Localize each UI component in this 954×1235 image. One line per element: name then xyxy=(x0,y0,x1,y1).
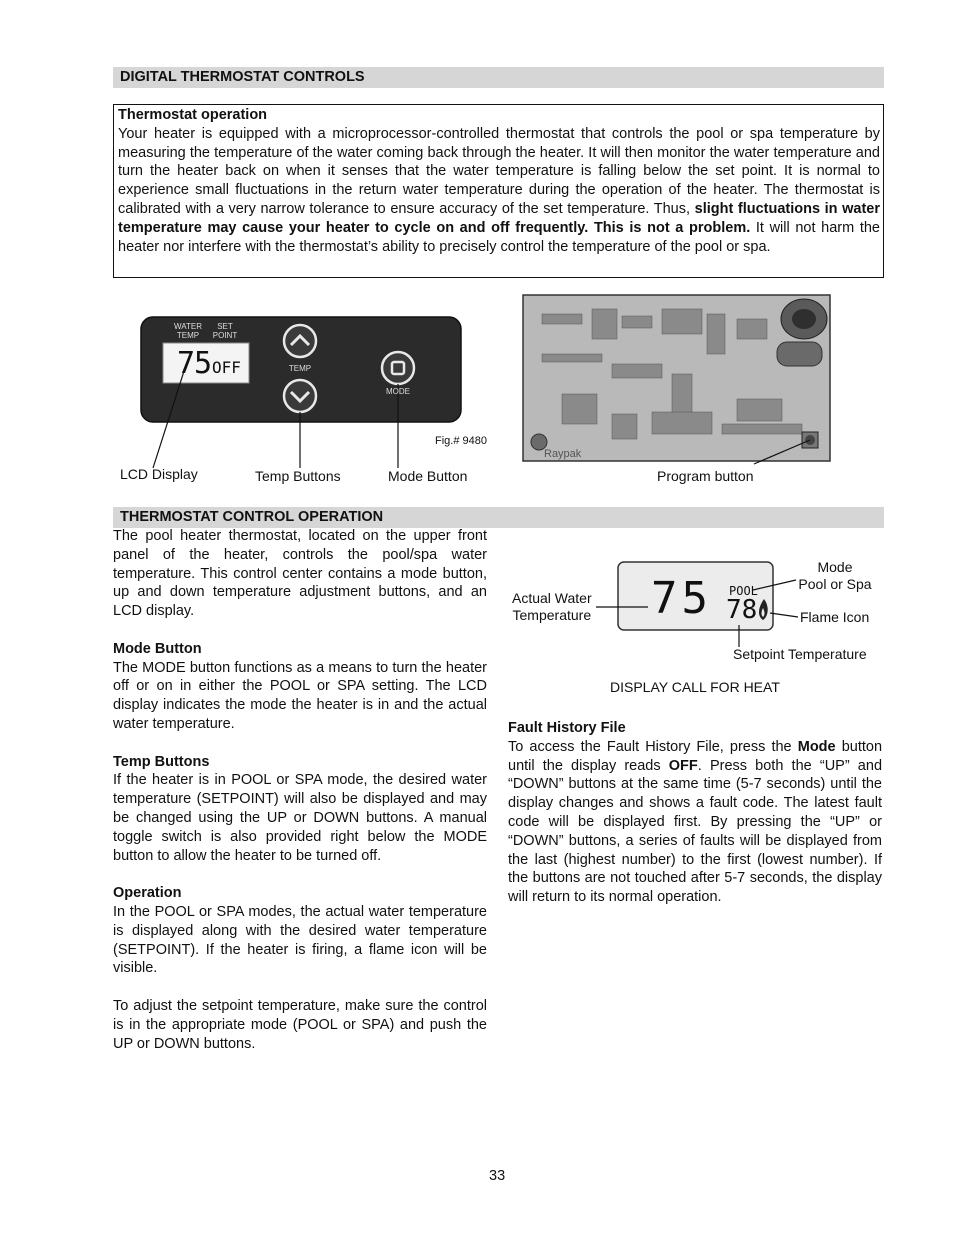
section-header-digital-thermostat xyxy=(113,67,884,88)
adjust-paragraph: To adjust the setpoint temperature, make sure the control is in the appropriate mode (POOL or SPA) and push the UP or DOWN buttons. xyxy=(113,997,487,1052)
label-setpoint-temperature: Setpoint Temperature xyxy=(733,646,867,662)
display-mode: POOL xyxy=(729,584,758,598)
paragraph-text-end: It will not harm the heater nor interfere with the thermostat’s ability to precisely control the temperature of the pool or spa. xyxy=(118,219,880,255)
callout-mode-button: Mode Button xyxy=(388,468,468,484)
temp-buttons-paragraph: If the heater is in POOL or SPA mode, the desired water temperature (SETPOINT) will also be displayed and may be changed using the UP or DOWN buttons. A manual toggle switch is also provided right below the MODE button to allow the heater to be turned off. xyxy=(113,772,487,864)
temp-buttons-heading: Temp Buttons xyxy=(113,753,210,770)
mode-button-heading: Mode Button xyxy=(113,640,202,657)
callout-lcd-display: LCD Display xyxy=(120,466,198,482)
paragraph-bold-text: slight fluctuations in water temperature may cause your heater to cycle on and off frequently. This is not a problem. xyxy=(118,200,880,236)
display-actual-temp: 75 xyxy=(651,573,712,624)
control-panel-figure xyxy=(113,300,493,495)
circuit-board-photo xyxy=(522,294,882,469)
fault-history-section xyxy=(508,719,882,926)
section-title: DIGITAL THERMOSTAT CONTROLS xyxy=(120,69,365,85)
fault-history-heading: Fault History File xyxy=(508,720,626,736)
display-figure xyxy=(508,555,882,700)
paragraph-text: Your heater is equipped with a microprocessor-controlled thermostat that controls the pool or spa temperature by measuring the temperature of the water coming back through the heater. It will then monitor the water temperature and turn the heater back on when it senses that the water temperature is falling below the set point. It is normal to experience small fluctuations in the return water temperature during the operation of the heater. The thermostat is calibrated with a very narrow tolerance to ensure accuracy of the set temperature. Thus, xyxy=(118,125,880,217)
fault-text-2: button until the display reads xyxy=(508,738,883,774)
mode-button-paragraph: The MODE button functions as a means to turn the heater off or on in either the POOL or SPA setting. The LCD display indicates the mode the heater is in and the actual water temperature. xyxy=(113,659,487,732)
fault-bold-off: OFF xyxy=(668,757,698,774)
left-column xyxy=(113,527,487,1072)
callout-temp-buttons: Temp Buttons xyxy=(255,468,341,484)
board-brand-text: Raypak xyxy=(544,448,582,460)
page-number: 33 xyxy=(489,1168,506,1184)
fault-bold-mode: Mode xyxy=(797,738,836,755)
figure-number: Fig.# 9480 xyxy=(435,435,487,447)
intro-paragraph: The pool heater thermostat, located on the upper front panel of the heater, controls the pool/spa water temperature. This control center contains a mode button, up and down temperature adjustment buttons, and an LCD display. xyxy=(113,528,487,620)
mode-label: MODE xyxy=(386,387,410,396)
lcd-digits: 75 xyxy=(177,346,212,381)
section-header-control-operation xyxy=(113,507,884,528)
circuit-board-figure xyxy=(522,294,882,494)
callout-program-button: Program button xyxy=(657,468,754,484)
label-actual-water-temperature: Actual Water Temperature xyxy=(512,590,592,623)
temp-label: TEMP xyxy=(288,364,312,373)
display-setpoint: 78 xyxy=(726,595,758,625)
operation-paragraph: In the POOL or SPA modes, the actual water temperature is displayed along with the desired water temperature (SETPOINT). If the heater is firing, a flame icon will be visible. xyxy=(113,903,487,977)
section-title: THERMOSTAT CONTROL OPERATION xyxy=(120,509,384,525)
label-mode-pool-or-spa: Mode Pool or Spa xyxy=(798,559,872,592)
thermostat-operation-text xyxy=(118,106,880,256)
thermostat-operation-heading: Thermostat operation xyxy=(118,107,268,123)
display-caption: DISPLAY CALL FOR HEAT xyxy=(610,679,780,695)
fault-history-paragraph xyxy=(508,738,882,907)
label-flame-icon: Flame Icon xyxy=(800,609,870,625)
set-point-label: SET POINT xyxy=(212,322,238,340)
fault-text-1: To access the Fault History File, press the xyxy=(508,738,792,755)
water-temp-label: WATER TEMP xyxy=(174,322,202,340)
lcd-status: OFF xyxy=(212,358,241,377)
thermostat-operation-box xyxy=(113,104,884,278)
operation-heading: Operation xyxy=(113,885,182,902)
fault-text-3: . Press both the “UP” and “DOWN” buttons at the same time (5-7 seconds) until the display changes and shows a fault code. The latest fault code will be displayed first. By pressing the “UP” or “DOWN” buttons, a series of faults will be displayed from the last (highest number) to the first (lowest number). If the buttons are not touched after 5-7 seconds, the display will return to its normal operation. xyxy=(508,757,883,906)
